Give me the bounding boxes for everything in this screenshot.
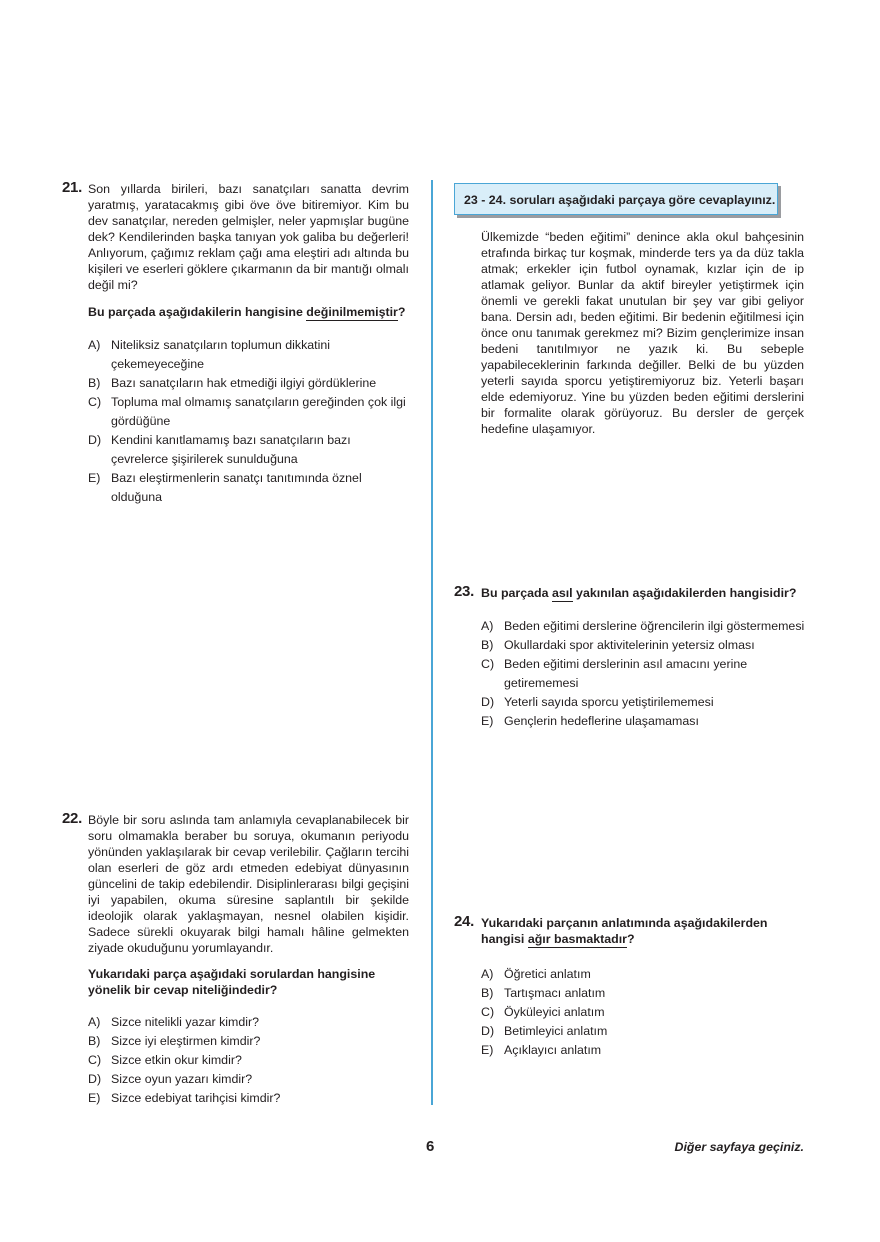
- question-22-option-b[interactable]: B) Sizce iyi eleştirmen kimdir?: [88, 1034, 261, 1048]
- question-24-option-c[interactable]: C) Öyküleyici anlatım: [481, 1005, 605, 1019]
- passage-header: 23 - 24. soruları aşağıdaki parçaya göre cevaplayınız.: [454, 183, 778, 215]
- question-24-number: 24.: [454, 913, 474, 930]
- question-22-option-c[interactable]: C) Sizce etkin okur kimdir?: [88, 1053, 242, 1067]
- question-23-option-e[interactable]: E) Gençlerin hedeflerine ulaşamaması: [481, 714, 699, 728]
- question-22-text: Böyle bir soru aslında tam anlamıyla cevaplanabilecek bir soru olmamakla beraber bu soruya, okumanın periyodu yönünden yaklaşılarak bir cevap verilebilir. Çağların tercihi olan eserleri de göz ardı etmeden edebiyat dünyasının güncelini de takip edebilendir. Disiplinlerarası bilgi geçişini iyi yapabilen, okuma süresine saplantılı bir şekilde ideolojik olarak yaklaşmayan, nesnel olabilen kişidir. Sadece sürekli okuyarak bilgi hamalı hâline gelmekten ziyade okuduğunu yorumlayandır.: [88, 813, 409, 955]
- question-23-emphasis: asıl: [551, 586, 573, 600]
- question-21-option-c[interactable]: C) Topluma mal olmamış sanatçıların gereğinden çok ilgi gördüğüne: [88, 395, 406, 428]
- question-21-option-d[interactable]: D) Kendini kanıtlamamış bazı sanatçıların bazı çevrelerce şişirilerek sunulduğuna: [88, 433, 351, 466]
- question-22-options: [88, 1013, 410, 1108]
- question-23-prompt: Bu parçada asıl yakınılan aşağıdakilerden hangisidir?: [481, 586, 797, 600]
- passage-text: Ülkemizde “beden eğitimi” denince akla okul bahçesinin etrafında birkaç tur koşmak, minderde ters ya da düz takla atmak; erkekler için futbol oynamak, kızlar için de ip atlamak geliyor. Bunlar da aktif bireyler yetiştirmek için önemli ve gerekli fakat unutulan bir şey var gibi geliyor bana. Dersin adı, beden eğitimi. Bir bedenin eğitilmesi için önce onu tanımak gerekmez mi? Bizim gençlerimize insan bedeni tanıtılmıyor ne yazık ki. Bu sebeple yapabileceklerinin farkında değiller. Belki de bu yüzden yeterli sayıda sporcu yetiştiremiyoruz biz. Yeterli başarı elde edemiyoruz. Yine bu yüzden beden eğitimi derslerini bir formalite olarak görüyoruz. Bu dersler de gerçek hedefine ulaşamıyor.: [481, 230, 804, 436]
- question-22-option-a[interactable]: A) Sizce nitelikli yazar kimdir?: [88, 1015, 260, 1029]
- question-23-options: [481, 617, 806, 731]
- question-24-prompt: Yukarıdaki parçanın anlatımında aşağıdakilerden hangisi ağır basmaktadır?: [481, 916, 768, 946]
- next-page-note: Diğer sayfaya geçiniz.: [674, 1140, 804, 1154]
- question-21-text: Son yıllarda birileri, bazı sanatçıları sanatta devrim yaratmış, yaratacakmış gibi öve öve bitiremiyor. Kim bu dev sanatçılar, nereden gelmişler, neler yapmışlar bugüne dek? Kendilerinden başka tanıyan yok galiba bu değerleri! Anlıyorum, çağımız reklam çağı ama eleştiri adı altında bu kişileri ve eserleri göklere çıkarmanın da bir mantığı olmalı değil mi?: [88, 182, 409, 292]
- question-21-option-a[interactable]: A) Niteliksiz sanatçıların toplumun dikkatini çekemeyeceğine: [88, 338, 330, 371]
- question-21-number: 21.: [62, 179, 82, 196]
- question-23-option-a[interactable]: A) Beden eğitimi derslerine öğrencilerin ilgi göstermemesi: [481, 619, 805, 633]
- question-23-option-c[interactable]: C) Beden eğitimi derslerinin asıl amacını yerine getirememesi: [481, 657, 748, 690]
- question-24-option-e[interactable]: E) Açıklayıcı anlatım: [481, 1043, 602, 1057]
- question-24-emphasis: ağır basmaktadır: [527, 932, 627, 946]
- question-22-option-d[interactable]: D) Sizce oyun yazarı kimdir?: [88, 1072, 253, 1086]
- column-divider: [431, 180, 433, 1105]
- question-21-emphasis: değinilmemiştir: [306, 305, 398, 319]
- question-21-option-e[interactable]: E) Bazı eleştirmenlerin sanatçı tanıtımında öznel olduğuna: [88, 471, 362, 504]
- question-24-options: [481, 965, 806, 1060]
- question-22-prompt: Yukarıdaki parça aşağıdaki sorulardan hangisine yönelik bir cevap niteliğindedir?: [88, 967, 376, 997]
- question-23-option-b[interactable]: B) Okullardaki spor aktivitelerinin yetersiz olması: [481, 638, 755, 652]
- question-24-option-b[interactable]: B) Tartışmacı anlatım: [481, 986, 606, 1000]
- page-number: 6: [426, 1138, 435, 1155]
- question-24-option-a[interactable]: A) Öğretici anlatım: [481, 967, 591, 981]
- question-24-option-d[interactable]: D) Betimleyici anlatım: [481, 1024, 608, 1038]
- question-23-option-d[interactable]: D) Yeterli sayıda sporcu yetiştirilememesi: [481, 695, 714, 709]
- question-22-option-e[interactable]: E) Sizce edebiyat tarihçisi kimdir?: [88, 1091, 281, 1105]
- question-23-number: 23.: [454, 583, 474, 600]
- question-21-option-b[interactable]: B) Bazı sanatçıların hak etmediği ilgiyi gördüklerine: [88, 376, 377, 390]
- question-21-prompt: Bu parçada aşağıdakilerin hangisine değinilmemiştir?: [88, 305, 406, 319]
- question-22-number: 22.: [62, 810, 82, 827]
- question-21-options: [88, 336, 410, 507]
